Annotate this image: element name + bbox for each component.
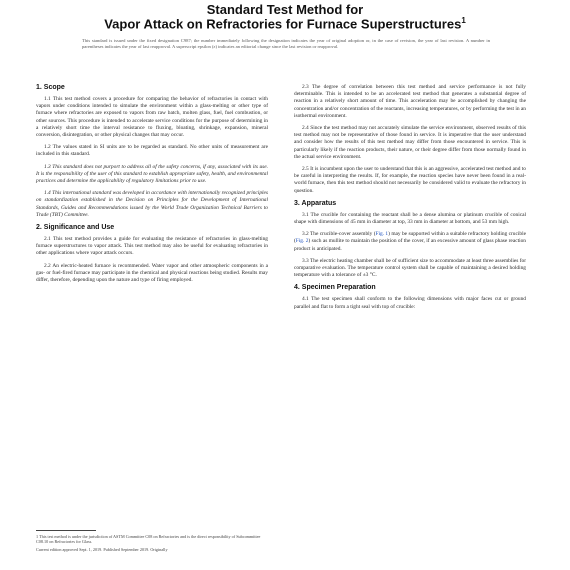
paragraph-3-2-text-a: 3.2 The crucible-cover assembly ( xyxy=(302,231,376,238)
paragraph-2-4: 2.4 Since the test method may not accurately simulate the service environment, observed results of this test method may not be representative of those found in service. It is imperative that the user understand and consider how the results of this test method may differ from those encountered in service. This is particularly likely if the reaction products, their nature, or their degree differ from those normally found in the actual service environment. xyxy=(294,125,526,160)
section-heading-significance: 2. Significance and Use xyxy=(36,224,115,232)
footnote-2: Current edition approved Sept. 1, 2019. Published September 2019. Originally xyxy=(36,546,168,552)
figure-2-link[interactable]: Fig. 2 xyxy=(295,238,309,245)
paragraph-1-1: 1.1 This test method covers a procedure for comparing the behavior of refractories in contact with vapors under conditions intended to simulate the environment within a glass-melting or other type of furnace where refractories are exposed to vapors from raw batch, molten glass, fuel, fuel combustion, or other sources. This procedure is intended to accelerate service conditions for the purpose of determining in a relatively short time the interval resistance to fluxing, bloating, shrinkage, expansion, mineral conversion, disintegration, or other physical changes that may occur. xyxy=(36,96,268,139)
paragraph-1-2: 1.2 The values stated in SI units are to be regarded as standard. No other units of measurement are included in this standard. xyxy=(36,144,268,158)
paragraph-2-2: 2.2 An electric-heated furnace is recommended. Water vapor and other atmospheric components in a gas- or fuel-fired furnace may participate in the chemical and physical reactions being studied. Results may differ, therefore, depending upon the nature and type of firing employed. xyxy=(36,262,268,284)
footnote-1: 1 This test method is under the jurisdiction of ASTM Committee C08 on Refractories and is the direct responsibility of Subcommittee C08.10 on Refractories for Glass. xyxy=(36,534,261,545)
paragraph-3-2-text-c: ) such as mullite to maintain the position of the cover, if an excessive amount of glass phase reaction product is anticipated. xyxy=(294,238,526,252)
figure-1-link[interactable]: Fig. 1 xyxy=(375,231,389,238)
paragraph-3-3: 3.3 The electric heating chamber shall be of sufficient size to accommodate at least three assemblies for comparative evaluation. The temperature control system shall be capable of maintaining a desired holding temperature with a tolerance of ±3 °C. xyxy=(294,257,526,279)
right-column xyxy=(294,84,526,316)
paragraph-4-1: 4.1 The test specimen shall conform to the following dimensions with major faces cut or ground parallel and flat to form a tight seal with top of crucible: xyxy=(294,296,526,310)
paragraph-3-2-text-b: ) may be supported within a suitable refractory holding crucible ( xyxy=(294,231,526,245)
paragraph-3-1: 3.1 The crucible for containing the reactant shall be a dense alumina or platinum crucible of conical shape with dimensions of 45 mm in diameter at top, 33 mm in diameter at bottom, and 53 mm high. xyxy=(294,211,526,226)
designation-note: This standard is issued under the fixed designation C987; the number immediately following the designation indicates the year of original adoption or, in the case of revision, the year of last revision. A number in parentheses indicates the year of last reapproval. A superscript epsilon (ε) indicates an editorial change since the last revision or reapproval. xyxy=(82,38,490,49)
section-heading-apparatus: 3. Apparatus xyxy=(294,199,337,207)
document-title-line2: Vapor Attack on Refractories for Furnace Superstructures$^1$ xyxy=(104,16,466,32)
paragraph-2-3: 2.3 The degree of correlation between this test method and service performance is not fully determinable. This is intended to be an accelerated test method that generates a substantial degree of reaction in a relatively short amount of time. This acceleration may be accomplished by changing the concentration and/or concentration of the reactants, increasing temperatures, or by performing the test in an isothermal environment. xyxy=(294,84,526,119)
footnotes xyxy=(36,530,268,554)
title-footnote-marker: 1 xyxy=(461,16,466,25)
footnote-divider xyxy=(36,530,96,531)
document-title-line1: Standard Test Method for xyxy=(206,2,364,17)
paragraph-2-1: 2.1 This test method provides a guide for evaluating the resistance of refractories in glass-melting furnace superstructures to vapor attack. This test method may also be useful for evaluating refractories in other applications where vapor attack occurs. xyxy=(36,236,268,257)
section-heading-specimen: 4. Specimen Preparation xyxy=(294,284,376,292)
paragraph-3-2 xyxy=(294,231,526,253)
paragraph-2-5: 2.5 It is incumbent upon the user to understand that this is an aggressive, accelerated test method and to be careful in interpreting the results. If, for example, the reaction species have never been found in a real-world furnace, then this test method should not necessarily be considered valid to evaluate the refractory in question. xyxy=(294,166,526,194)
section-heading-scope: 1. Scope xyxy=(36,84,65,91)
left-column xyxy=(36,84,268,289)
paragraph-1-3: 1.3 This standard does not purport to address all of the safety concerns, if any, associated with its use. It is the responsibility of the user of this standard to establish appropriate safety, health, and environmental practices and determine the applicability of regulatory limitations prior to use. xyxy=(36,163,268,185)
paragraph-1-4: 1.4 This international standard was developed in accordance with internationally recognized principles on standardization established in the Decision on Principles for the Development of International Standards, Guides and Recommendations issued by the World Trade Organization Technical Barriers to Trade (TBT) Committee. xyxy=(36,190,268,218)
